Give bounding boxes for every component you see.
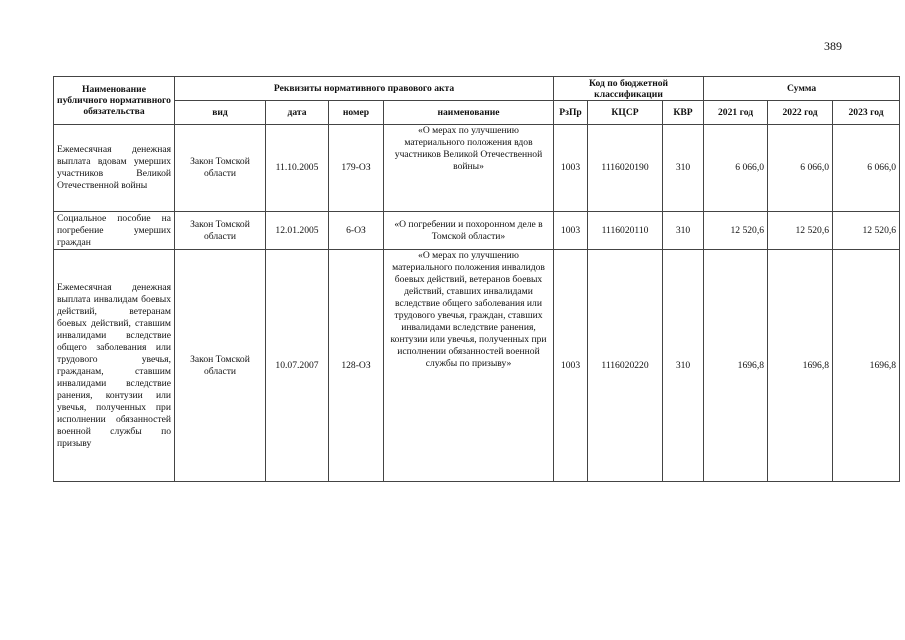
table-row <box>54 212 900 250</box>
header-kvr: КВР <box>663 101 704 125</box>
header-act-group: Реквизиты нормативного правового акта <box>175 77 554 101</box>
rzpr-cell: 1003 <box>554 212 588 250</box>
header-rzpr: РзПр <box>554 101 588 125</box>
kcsr-cell: 1116020220 <box>588 250 663 482</box>
sum-2023-cell: 1696,8 <box>833 250 900 482</box>
kcsr-cell: 1116020190 <box>588 125 663 212</box>
header-act-number: номер <box>329 101 384 125</box>
obligation-cell: Ежемесячная денежная выплата вдовам умерших участников Великой Отечественной войны <box>54 125 175 212</box>
kvr-cell: 310 <box>663 250 704 482</box>
header-row-columns <box>54 101 900 125</box>
act-number-cell: 6-ОЗ <box>329 212 384 250</box>
act-type-cell: Закон Томской области <box>175 125 266 212</box>
act-date-cell: 12.01.2005 <box>266 212 329 250</box>
header-code-group: Код по бюджетной классификации <box>554 77 704 101</box>
header-kcsr: КЦСР <box>588 101 663 125</box>
act-date-cell: 11.10.2005 <box>266 125 329 212</box>
public-obligations-table <box>53 76 900 482</box>
act-title-cell: «О мерах по улучшению материального положения инвалидов боевых действий, ветеранов боевых действий, ставших инвалидами вследствие общего заболевания или трудового увечья, граждан, ставших инвалидами вследствие ранения, контузии или увечья, полученных при исполнении обязанностей военной службы по призыву» <box>384 250 554 482</box>
act-number-cell: 128-ОЗ <box>329 250 384 482</box>
kcsr-cell: 1116020110 <box>588 212 663 250</box>
sum-2021-cell: 1696,8 <box>704 250 768 482</box>
act-title-cell: «О мерах по улучшению материального положения вдов участников Великой Отечественной войны» <box>384 125 554 212</box>
sum-2023-cell: 6 066,0 <box>833 125 900 212</box>
act-type-cell: Закон Томской области <box>175 212 266 250</box>
header-obligation: Наименование публичного нормативного обязательства <box>54 77 175 125</box>
header-act-title: наименование <box>384 101 554 125</box>
rzpr-cell: 1003 <box>554 125 588 212</box>
act-type-cell: Закон Томской области <box>175 250 266 482</box>
rzpr-cell: 1003 <box>554 250 588 482</box>
kvr-cell: 310 <box>663 212 704 250</box>
header-sum-group: Сумма <box>704 77 900 101</box>
header-year-2022: 2022 год <box>768 101 833 125</box>
sum-2022-cell: 12 520,6 <box>768 212 833 250</box>
table-row <box>54 250 900 482</box>
sum-2022-cell: 1696,8 <box>768 250 833 482</box>
obligation-cell: Ежемесячная денежная выплата инвалидам боевых действий, ветеранам боевых действий, ставшим инвалидами вследствие общего заболевания или трудового увечья, гражданам, ставшим инвалидами вследствие ранения, контузии или увечья, полученных при исполнении обязанностей военной службы по призыву <box>54 250 175 482</box>
act-title-cell: «О погребении и похоронном деле в Томской области» <box>384 212 554 250</box>
sum-2022-cell: 6 066,0 <box>768 125 833 212</box>
header-year-2021: 2021 год <box>704 101 768 125</box>
header-row-group <box>54 77 900 101</box>
sum-2021-cell: 6 066,0 <box>704 125 768 212</box>
act-number-cell: 179-ОЗ <box>329 125 384 212</box>
header-act-date: дата <box>266 101 329 125</box>
obligation-cell: Социальное пособие на погребение умерших граждан <box>54 212 175 250</box>
header-act-type: вид <box>175 101 266 125</box>
page-number: 389 <box>824 39 842 53</box>
act-date-cell: 10.07.2007 <box>266 250 329 482</box>
header-year-2023: 2023 год <box>833 101 900 125</box>
sum-2021-cell: 12 520,6 <box>704 212 768 250</box>
table-row <box>54 125 900 212</box>
kvr-cell: 310 <box>663 125 704 212</box>
sum-2023-cell: 12 520,6 <box>833 212 900 250</box>
